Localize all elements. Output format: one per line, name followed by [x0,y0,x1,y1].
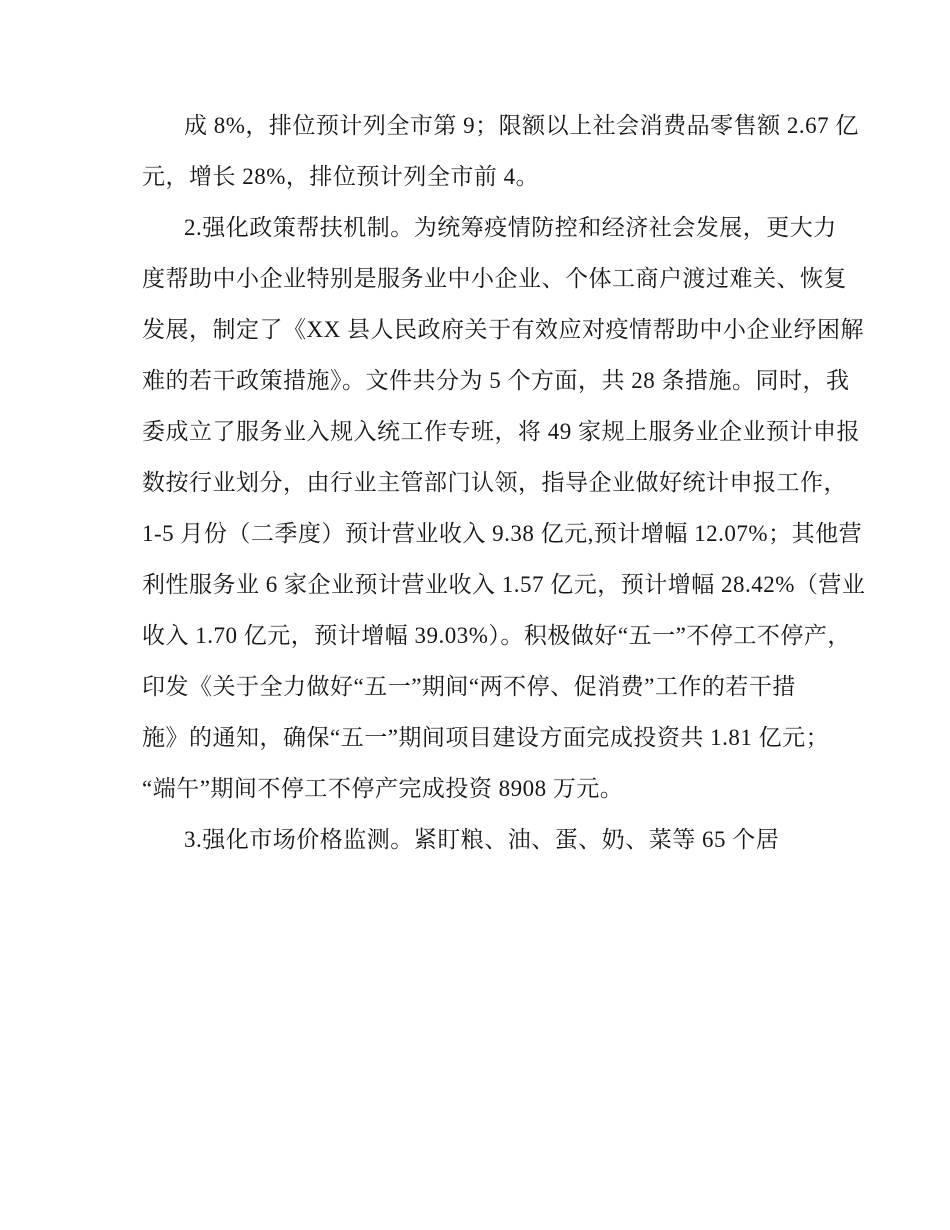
text-line: 收入 1.70 亿元，预计增幅 39.03%）。积极做好“五一”不停工不停产， [142,623,851,648]
text-line: “端午”期间不停工不停产完成投资 8908 万元。 [142,776,624,801]
text-line: 2.强化政策帮扶机制。为统筹疫情防控和经济社会发展，更大力 [184,215,837,240]
text-line: 1-5 月份（二季度）预计营业收入 9.38 亿元,预计增幅 12.07%；其他营 [142,521,863,546]
text-line: 施》的通知，确保“五一”期间项目建设方面完成投资共 1.81 亿元； [142,725,830,750]
text-line: 元，增长 28%，排位预计列全市前 4。 [142,164,540,189]
text-line: 委成立了服务业入规入统工作专班，将 49 家规上服务业企业预计申报 [142,419,860,444]
text-line: 利性服务业 6 家企业预计营业收入 1.57 亿元，预计增幅 28.42%（营业 [142,572,866,597]
text-line: 印发《关于全力做好“五一”期间“两不停、促消费”工作的若干措 [142,674,796,699]
text-line: 度帮助中小企业特别是服务业中小企业、个体工商户渡过难关、恢复 [142,266,847,291]
text-line: 成 8%，排位预计列全市第 9；限额以上社会消费品零售额 2.67 亿 [184,113,859,138]
text-line: 数按行业划分，由行业主管部门认领，指导企业做好统计申报工作， [142,470,847,495]
text-line: 3.强化市场价格监测。紧盯粮、油、蛋、奶、菜等 65 个居 [184,827,780,852]
text-line: 难的若干政策措施》。文件共分为 5 个方面，共 28 条措施。同时，我 [142,368,850,393]
text-line: 发展，制定了《XX 县人民政府关于有效应对疫情帮助中小企业纾困解 [142,317,864,342]
